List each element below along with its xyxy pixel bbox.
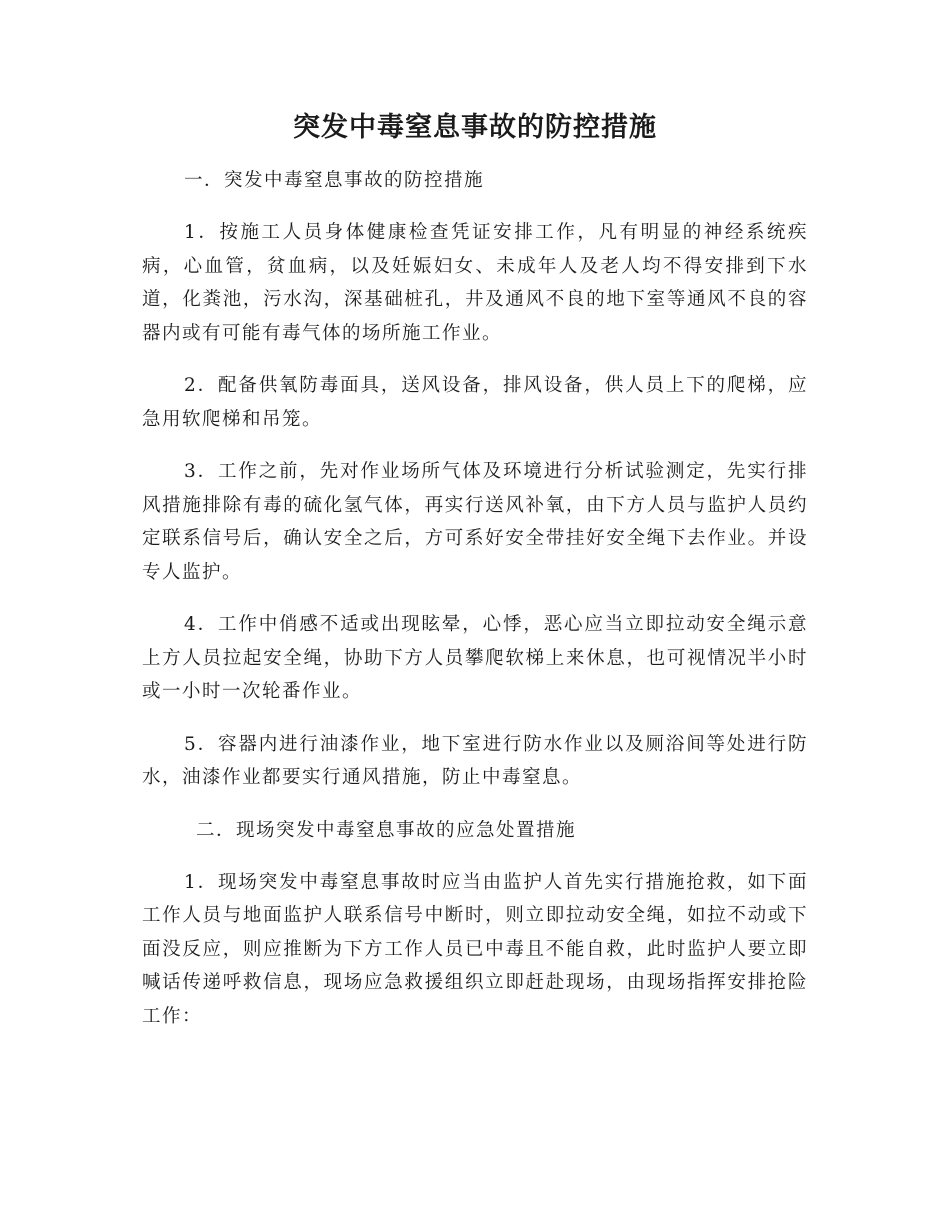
section-heading-2: 二．现场突发中毒窒息事故的应急处置措施 bbox=[196, 819, 577, 841]
paragraph-1-3: 3．工作之前，先对作业场所气体及环境进行分析试验测定，先实行排风措施排除有毒的硫化氢气体，再实行送风补氧，由下方人员与监护人员约定联系信号后，确认安全之后，方可系好安全带挂好安全绳下去作业。并设专人监护。 bbox=[142, 461, 808, 583]
paragraph-1-2: 2．配备供氧防毒面具，送风设备，排风设备，供人员上下的爬梯，应急用软爬梯和吊笼。 bbox=[142, 375, 808, 430]
paragraph-1-5: 5．容器内进行油漆作业，地下室进行防水作业以及厕浴间等处进行防水，油漆作业都要实行通风措施，防止中毒窒息。 bbox=[142, 733, 808, 788]
document-page bbox=[142, 108, 808, 1052]
section-heading-1: 一．突发中毒窒息事故的防控措施 bbox=[184, 170, 485, 191]
paragraph-1-4: 4．工作中俏感不适或出现眩晕，心悸，恶心应当立即拉动安全绳示意上方人员拉起安全绳，协助下方人员攀爬软梯上来休息，也可视情况半小时或一小时一次轮番作业。 bbox=[142, 614, 808, 702]
paragraph-2-1: 1．现场突发中毒窒息事故时应当由监护人首先实行措施抢救，如下面工作人员与地面监护人联系信号中断时，则立即拉动安全绳，如拉不动或下面没反应，则应推断为下方工作人员已中毒且不能自救，此时监护人要立即喊话传递呼救信息，现场应急救援组织立即赶赴现场，由现场指挥安排抢险工作： bbox=[142, 871, 808, 1027]
document-title: 突发中毒窒息事故的防控措施 bbox=[293, 112, 657, 143]
paragraph-1-1: 1．按施工人员身体健康检查凭证安排工作，凡有明显的神经系统疾病，心血管，贫血病，以及妊娠妇女、未成年人及老人均不得安排到下水道，化粪池，污水沟，深基础桩孔，井及通风不良的地下室等通风不良的容器内或有可能有毒气体的场所施工作业。 bbox=[142, 222, 808, 344]
